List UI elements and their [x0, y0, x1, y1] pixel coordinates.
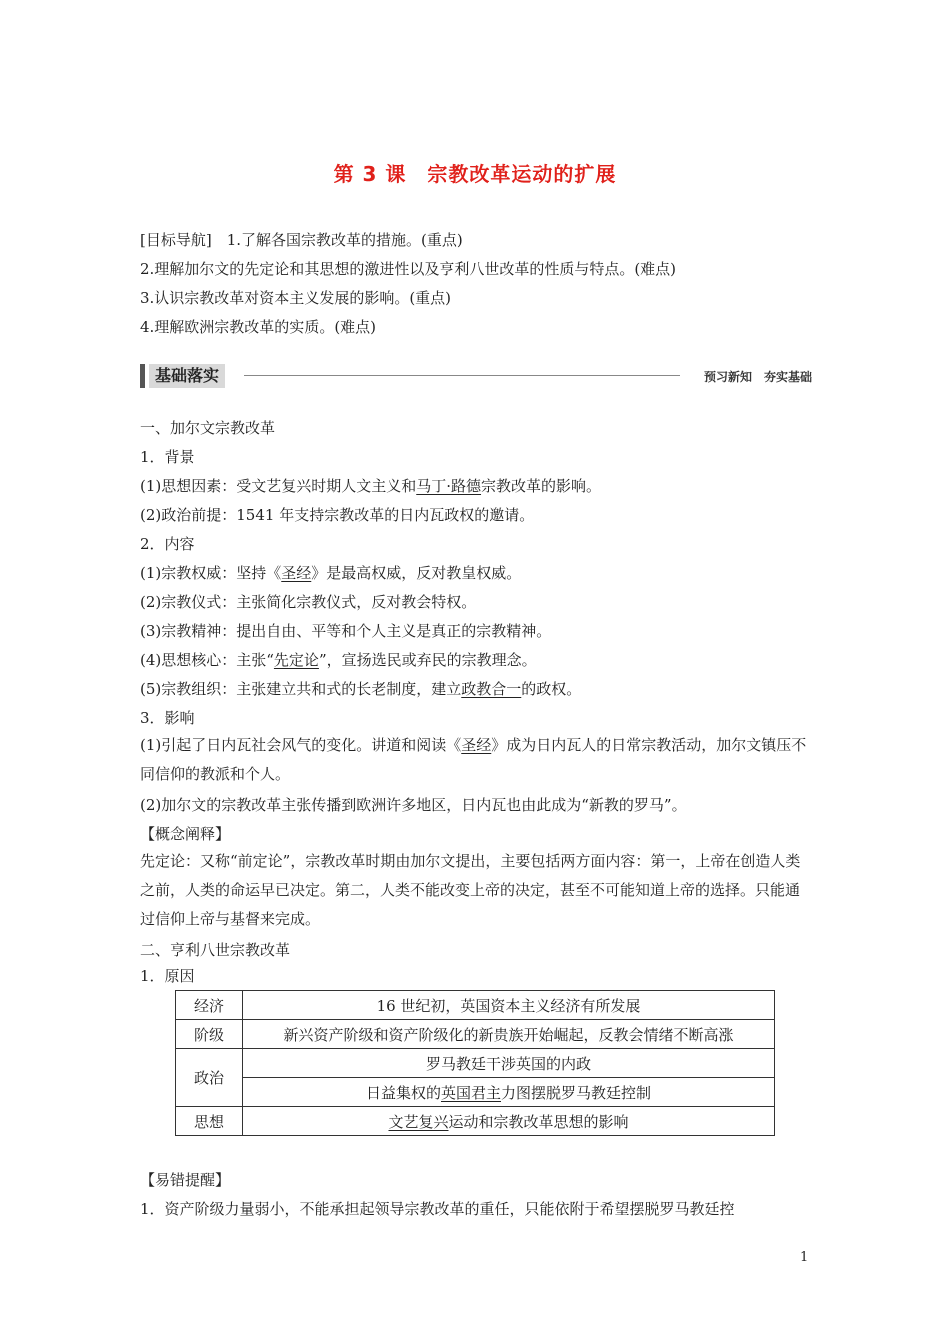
section-bar: [140, 364, 145, 388]
part1-heading: 一、加尔文宗教改革: [140, 419, 276, 437]
table-value: 罗马教廷干涉英国的内政: [243, 1049, 775, 1078]
underlined-term: 马丁·路德: [416, 477, 482, 495]
table-row: [176, 991, 775, 1020]
content-heading: 2．内容: [140, 535, 195, 553]
underlined-term: 文艺复兴: [388, 1112, 449, 1131]
table-value: 16 世纪初，英国资本主义经济有所发展: [243, 991, 775, 1020]
table-row: [176, 1107, 775, 1136]
table-key: 政治: [176, 1049, 243, 1107]
underlined-term: 先定论: [273, 651, 319, 669]
goal-3: 3.认识宗教改革对资本主义发展的影响。(重点): [140, 289, 452, 307]
section-rule: [244, 375, 680, 376]
lesson-title: 第 3 课 宗教改革运动的扩展: [333, 162, 617, 186]
section-subtitle: 预习新知 夯实基础: [703, 370, 812, 384]
underlined-term: 圣经: [281, 564, 312, 582]
section-label: 基础落实: [149, 364, 225, 388]
warning-heading: 【易错提醒】: [140, 1171, 231, 1189]
table-row: [176, 1049, 775, 1078]
table-key: 阶级: [176, 1020, 243, 1049]
concept-text: 先定论：又称“前定论”，宗教改革时期由加尔文提出，主要包括两方面内容：第一，上帝在创造人类之前，人类的命运早已决定。第二，人类不能改变上帝的决定，甚至不可能知道上帝的选择。只能通过信仰上帝与基督来完成。: [140, 852, 801, 928]
underlined-term: 英国君主: [440, 1083, 501, 1102]
table-value: 新兴资产阶级和资产阶级化的新贵族开始崛起，反教会情绪不断高涨: [243, 1020, 775, 1049]
warning-item-1: 1．资产阶级力量弱小，不能承担起领导宗教改革的重任，只能依附于希望摆脱罗马教廷控: [140, 1200, 735, 1218]
impact-item-2: (2)加尔文的宗教改革主张传播到欧洲许多地区，日内瓦也由此成为“新教的罗马”。: [140, 796, 687, 814]
part2-heading: 二、亨利八世宗教改革: [140, 941, 291, 959]
section-header: [140, 362, 812, 390]
background-item-1: (1)思想因素：受文艺复兴时期人文主义和马丁·路德宗教改革的影响。: [140, 477, 602, 495]
cause-heading: 1．原因: [140, 967, 195, 985]
table-row: [176, 1078, 775, 1107]
content-item-4: (4)思想核心：主张“先定论”，宣扬选民或弃民的宗教理念。: [140, 651, 537, 669]
underlined-term: 圣经: [461, 736, 492, 754]
page-number: 1: [800, 1250, 809, 1265]
goal-lead: [目标导航] 1.了解各国宗教改革的措施。(重点): [140, 231, 463, 249]
table-row: [176, 1020, 775, 1049]
goal-2: 2.理解加尔文的先定论和其思想的激进性以及亨利八世改革的性质与特点。(难点): [140, 260, 677, 278]
goal-4: 4.理解欧洲宗教改革的实质。(难点): [140, 318, 377, 336]
underlined-term: 政教合一: [461, 680, 522, 698]
concept-heading: 【概念阐释】: [140, 825, 231, 843]
cause-table: [175, 990, 775, 1136]
impact-heading: 3．影响: [140, 709, 195, 727]
background-item-2: (2)政治前提：1541 年支持宗教改革的日内瓦政权的邀请。: [140, 506, 535, 524]
background-heading: 1．背景: [140, 448, 195, 466]
impact-item-1: (1)引起了日内瓦社会风气的变化。讲道和阅读《圣经》成为日内瓦人的日常宗教活动，加尔文镇压不同信仰的教派和个人。: [140, 736, 807, 783]
content-item-2: (2)宗教仪式：主张简化宗教仪式，反对教会特权。: [140, 593, 477, 611]
content-item-5: (5)宗教组织：主张建立共和式的长老制度，建立政教合一的政权。: [140, 680, 582, 698]
content-item-1: (1)宗教权威：坚持《圣经》是最高权威，反对教皇权威。: [140, 564, 522, 582]
table-value: 文艺复兴运动和宗教改革思想的影响: [243, 1107, 775, 1136]
content-item-3: (3)宗教精神：提出自由、平等和个人主义是真正的宗教精神。: [140, 622, 552, 640]
table-key: 思想: [176, 1107, 243, 1136]
table-key: 经济: [176, 991, 243, 1020]
table-value: 日益集权的英国君主力图摆脱罗马教廷控制: [243, 1078, 775, 1107]
